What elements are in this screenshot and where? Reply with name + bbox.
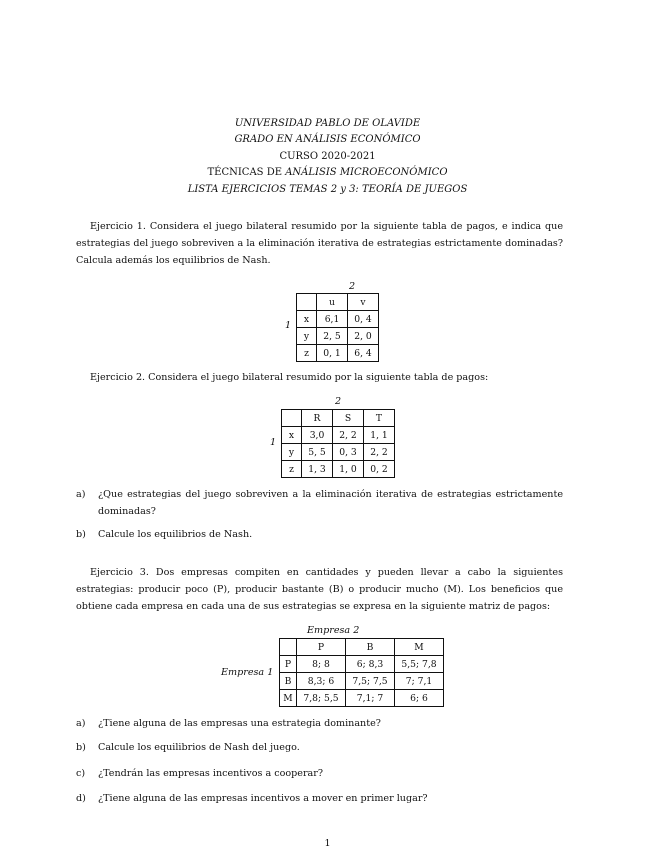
payoff-cell: 8,3; 6	[297, 673, 346, 690]
item-label: d)	[76, 793, 86, 804]
ex3-item-d	[76, 790, 563, 807]
item-text: ¿Que estrategias del juego sobreviven a la eliminación iterativa de estrategias estrictamente dominadas?	[98, 489, 563, 517]
row-header: B	[280, 673, 297, 690]
col-header: u	[317, 294, 348, 311]
payoff-cell: 7; 7,1	[395, 673, 444, 690]
col-header: R	[302, 410, 333, 427]
payoff-cell: 6,1	[317, 311, 348, 328]
row-header: x	[282, 427, 302, 444]
payoff-cell: 2, 2	[364, 444, 395, 461]
payoff-cell: 0, 1	[317, 345, 348, 362]
payoff-cell: 3,0	[302, 427, 333, 444]
payoff-cell: 0, 3	[333, 444, 364, 461]
ex1-payoff-table	[296, 293, 379, 362]
header-course: CURSO 2020-2021	[279, 151, 376, 162]
ex1-player-row: 1	[285, 320, 292, 331]
item-text: Calcule los equilibrios de Nash.	[98, 529, 253, 540]
col-header: B	[346, 639, 395, 656]
payoff-cell: 5, 5	[302, 444, 333, 461]
item-label: b)	[76, 742, 86, 753]
item-label: a)	[76, 489, 86, 500]
row-header: y	[297, 328, 317, 345]
payoff-cell: 1, 0	[333, 461, 364, 478]
payoff-cell: 0, 4	[348, 311, 379, 328]
ex2-player-col: 2	[335, 396, 342, 407]
exercise-1-statement: Ejercicio 1. Considera el juego bilateral resumido por la siguiente tabla de pagos, e indica que estrategias del juego sobreviven a la eliminación iterativa de estrategias estrictamente dominadas? Calcula además los equilibrios de Nash.	[76, 221, 563, 266]
payoff-cell: 7,1; 7	[346, 690, 395, 707]
ex2-item-b	[76, 526, 563, 543]
payoff-cell: 2, 5	[317, 328, 348, 345]
payoff-cell: 7,8; 5,5	[297, 690, 346, 707]
item-label: b)	[76, 529, 86, 540]
header-subject-prefix: TÉCNICAS DE	[207, 167, 286, 178]
payoff-cell: 0, 2	[364, 461, 395, 478]
item-text: ¿Tiene alguna de las empresas una estrategia dominante?	[98, 718, 381, 729]
col-header: v	[348, 294, 379, 311]
ex3-payoff-table	[279, 638, 444, 707]
header-subject	[0, 165, 655, 180]
item-text: Calcule los equilibrios de Nash del juego.	[98, 742, 300, 753]
header-university: UNIVERSIDAD PABLO DE OLAVIDE	[234, 118, 421, 129]
payoff-cell: 8; 8	[297, 656, 346, 673]
ex2-payoff-table	[281, 409, 395, 478]
ex1-player-col: 2	[349, 281, 356, 292]
col-header: S	[333, 410, 364, 427]
exercise-2-statement: Ejercicio 2. Considera el juego bilateral resumido por la siguiente tabla de pagos:	[90, 372, 489, 383]
payoff-cell: 1, 1	[364, 427, 395, 444]
ex3-item-a	[76, 715, 563, 732]
item-label: a)	[76, 718, 86, 729]
payoff-cell: 1, 3	[302, 461, 333, 478]
row-header: z	[282, 461, 302, 478]
ex3-item-b	[76, 739, 563, 756]
ex3-item-c	[76, 765, 563, 782]
payoff-cell: 5,5; 7,8	[395, 656, 444, 673]
row-header: P	[280, 656, 297, 673]
exercise-3-statement: Ejercicio 3. Dos empresas compiten en cantidades y pueden llevar a cabo la siguientes estrategias: producir poco (P), producir bastante (B) o producir mucho (M). Los beneficios que obtiene cada empresa en cada una de sus estrategias se expresa en la siguiente matriz de pagos:	[76, 567, 563, 612]
col-header: T	[364, 410, 395, 427]
row-header: z	[297, 345, 317, 362]
ex2-item-a	[76, 486, 563, 520]
payoff-cell: 6, 4	[348, 345, 379, 362]
header-subject-name: ANÁLISIS MICROECONÓMICO	[285, 167, 448, 178]
page-number: 1	[324, 838, 331, 849]
item-label: c)	[76, 768, 86, 779]
col-header: P	[297, 639, 346, 656]
item-text: ¿Tiene alguna de las empresas incentivos a mover en primer lugar?	[98, 793, 428, 804]
row-header: M	[280, 690, 297, 707]
ex3-player-col: Empresa 2	[307, 625, 360, 636]
header-list-title: LISTA EJERCICIOS TEMAS 2 y 3: TEORÍA DE JUEGOS	[187, 184, 468, 195]
payoff-cell: 6; 8,3	[346, 656, 395, 673]
payoff-cell: 7,5; 7,5	[346, 673, 395, 690]
item-text: ¿Tendrán las empresas incentivos a cooperar?	[98, 768, 324, 779]
payoff-cell: 2, 0	[348, 328, 379, 345]
row-header: x	[297, 311, 317, 328]
payoff-cell: 6; 6	[395, 690, 444, 707]
ex2-player-row: 1	[270, 437, 277, 448]
ex3-player-row: Empresa 1	[221, 667, 274, 678]
header-degree: GRADO EN ANÁLISIS ECONÓMICO	[234, 134, 421, 145]
payoff-cell: 2, 2	[333, 427, 364, 444]
row-header: y	[282, 444, 302, 461]
col-header: M	[395, 639, 444, 656]
